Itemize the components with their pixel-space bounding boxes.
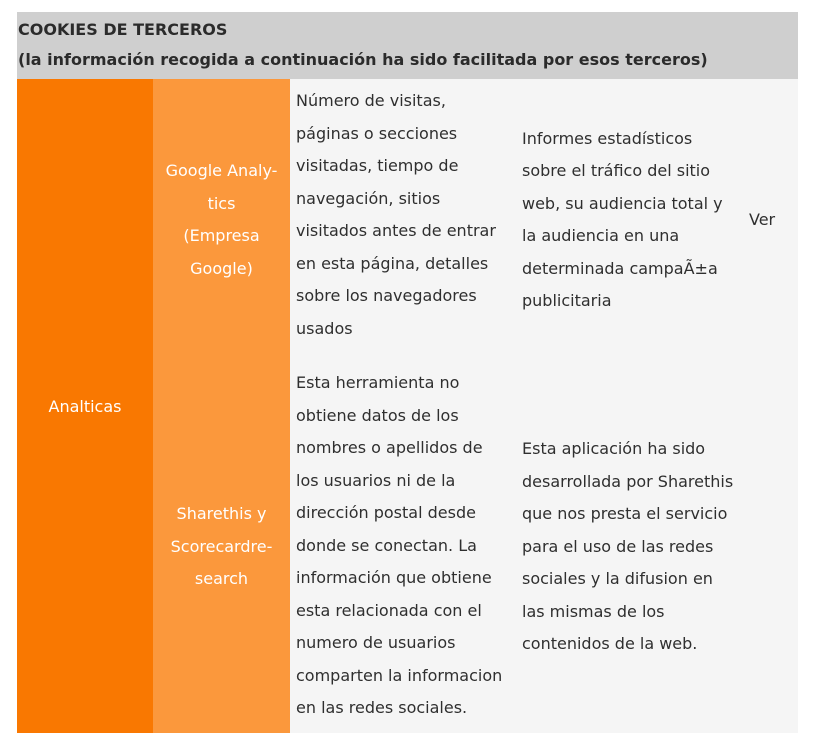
purpose-cell: Esta aplicación ha sido desarrollada por Sharethis que nos presta el servicio para el uso de las redes sociales y la difusion en las mismas de los contenidos de la web. xyxy=(516,361,743,733)
table-row xyxy=(17,79,798,361)
more-info-link[interactable]: Ver xyxy=(743,79,798,361)
provider-name: Sharethis y Scorecardre-search xyxy=(170,504,273,589)
table-header xyxy=(17,12,798,79)
description-cell: Esta herramienta no obtiene datos de los nombres o apellidos de los usuarios ni de la dirección postal desde donde se conectan. La información que obtiene esta relacionada con el numero de usuarios comparten la informacion en las redes sociales. xyxy=(290,361,516,733)
provider-cell xyxy=(153,79,290,361)
third-party-cookies-table xyxy=(17,12,798,733)
table-header-row xyxy=(17,12,798,79)
third-party-cookies-table-container xyxy=(17,12,798,733)
provider-company: (Empresa Google) xyxy=(183,226,260,278)
provider-cell xyxy=(153,361,290,733)
provider-name: Google Analy-tics xyxy=(165,161,278,213)
more-info-cell xyxy=(743,361,798,733)
table-subtitle: (la información recogida a continuación ha sido facilitada por esos terceros) xyxy=(18,50,708,69)
description-cell: Número de visitas, páginas o secciones visitadas, tiempo de navegación, sitios visitados antes de entrar en esta página, detalles sobre los navegadores usados xyxy=(290,79,516,361)
purpose-cell: Informes estadísticos sobre el tráfico del sitio web, su audiencia total y la audiencia en una determinada campaÃ±a publicitaria xyxy=(516,79,743,361)
table-title: COOKIES DE TERCEROS xyxy=(18,20,228,39)
category-cell: Analticas xyxy=(17,79,153,733)
